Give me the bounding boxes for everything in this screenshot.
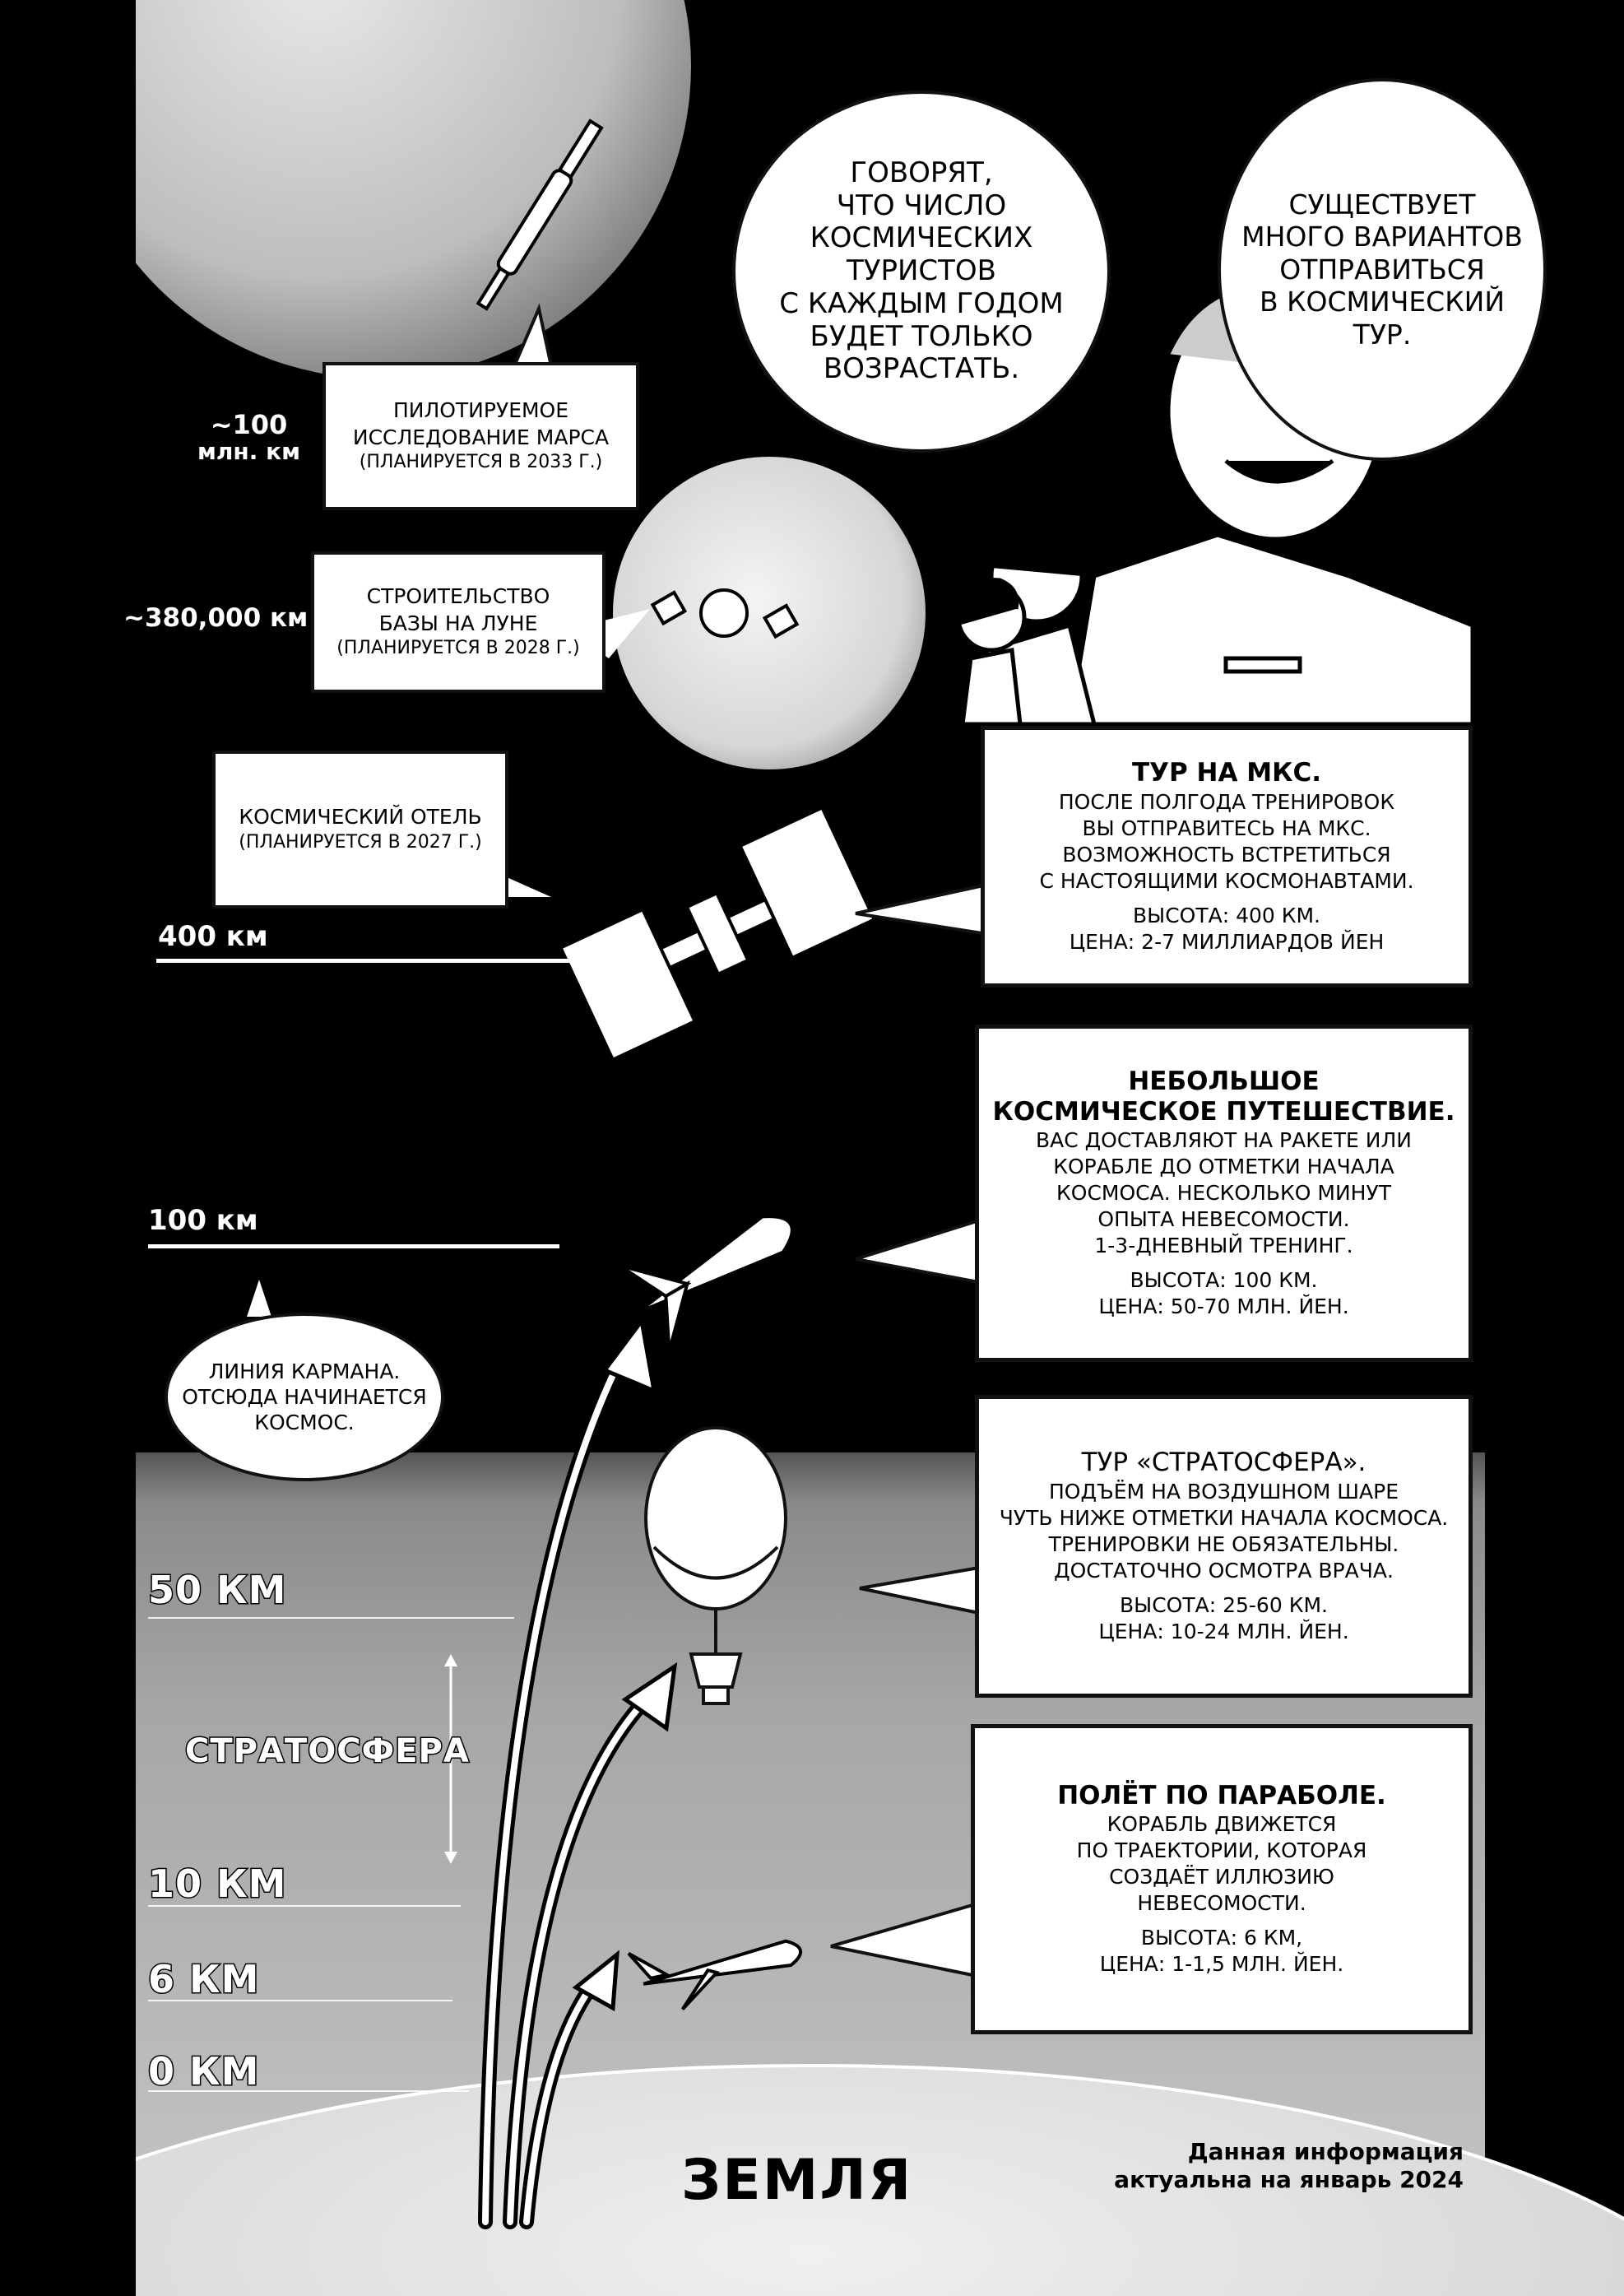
note-mars <box>322 362 639 510</box>
speech-line: КОСМИЧЕСКИХ <box>810 221 1033 255</box>
speech-line: ГОВОРЯТ, <box>850 156 993 189</box>
tour-desc-line: ТРЕНИРОВКИ НЕ ОБЯЗАТЕЛЬНЫ. <box>1048 1531 1399 1556</box>
tour-suborbital-box <box>975 1025 1473 1362</box>
tour-stat-line: ЦЕНА: 10-24 МЛН. ЙЕН. <box>1098 1619 1349 1643</box>
altitude-iss: 400 км <box>158 920 268 953</box>
tour-stat-line: ВЫСОТА: 25-60 КМ. <box>1120 1592 1328 1617</box>
tour-desc-line: ВЫ ОТПРАВИТЕСЬ НА МКС. <box>1082 816 1371 840</box>
mars-planet <box>66 0 691 379</box>
tour-desc-line: ПОДЪЁМ НА ВОЗДУШНОМ ШАРЕ <box>1048 1479 1399 1504</box>
tour-stat-line: ЦЕНА: 50-70 МЛН. ЙЕН. <box>1098 1294 1349 1319</box>
altitude-10km: 10 КМ <box>148 1861 287 1906</box>
altitude-50km: 50 КМ <box>148 1568 287 1612</box>
altitude-karman: 100 км <box>148 1204 258 1237</box>
tour-desc-line: ПОСЛЕ ПОЛГОДА ТРЕНИРОВОК <box>1058 789 1395 814</box>
footnote-line: актуальна на январь 2024 <box>1114 2165 1464 2193</box>
speech-bubble-right <box>1218 78 1547 461</box>
speech-line: С КАЖДЫМ ГОДОМ <box>779 286 1064 320</box>
tour-desc-line: С НАСТОЯЩИМИ КОСМОНАВТАМИ. <box>1039 868 1414 893</box>
note-mars-line: (ПЛАНИРУЕТСЯ В 2033 Г.) <box>359 452 603 473</box>
altitude-moon: ~380,000 км <box>123 603 309 633</box>
speech-line: МНОГО ВАРИАНТОВ <box>1241 221 1523 253</box>
speech-bubble-left <box>732 91 1111 453</box>
note-karman-line <box>165 1313 444 1481</box>
note-moon-line: СТРОИТЕЛЬСТВО <box>366 584 550 609</box>
km50-line <box>148 1617 514 1619</box>
tour-title: НЕБОЛЬШОЕ <box>1128 1066 1320 1096</box>
note-mars-line: ИССЛЕДОВАНИЕ МАРСА <box>352 425 610 449</box>
tour-desc-line: ПО ТРАЕКТОРИИ, КОТОРАЯ <box>1076 1838 1367 1863</box>
stratosphere-label: СТРАТОСФЕРА <box>185 1732 470 1770</box>
altitude-mars-unit: млн. км <box>197 437 301 465</box>
iss-station-icon <box>554 807 881 1059</box>
note-moon <box>311 551 606 693</box>
tour-title: КОСМИЧЕСКОЕ ПУТЕШЕСТВИЕ. <box>992 1097 1455 1127</box>
speech-line: В КОСМИЧЕСКИЙ <box>1259 286 1506 318</box>
tour-desc-line: 1-3-ДНЕВНЫЙ ТРЕНИНГ. <box>1094 1234 1353 1258</box>
note-hotel-line: КОСМИЧЕСКИЙ ОТЕЛЬ <box>239 805 482 830</box>
tour-desc-line: КОРАБЛЕ ДО ОТМЕТКИ НАЧАЛА <box>1053 1155 1394 1179</box>
note-moon-line: БАЗЫ НА ЛУНЕ <box>378 611 538 635</box>
speech-line: ОТПРАВИТЬСЯ <box>1279 253 1485 286</box>
altitude-0km: 0 КМ <box>148 2049 260 2094</box>
footnote <box>1114 2138 1464 2193</box>
tour-title: ТУР «СТРАТОСФЕРА». <box>1081 1448 1366 1478</box>
speech-line: БУДЕТ ТОЛЬКО <box>810 319 1033 353</box>
tour-stat-line: ВЫСОТА: 400 КМ. <box>1132 903 1320 927</box>
speech-line: ВОЗРАСТАТЬ. <box>823 352 1020 386</box>
tour-desc-line: КОСМОСА. НЕСКОЛЬКО МИНУТ <box>1056 1181 1391 1206</box>
speech-line: ТУРИСТОВ <box>846 254 997 288</box>
note-karman-text: ЛИНИЯ КАРМАНА. <box>208 1359 401 1383</box>
note-mars-line: ПИЛОТИРУЕМОЕ <box>392 398 569 423</box>
speech-line: СУЩЕСТВУЕТ <box>1288 188 1476 221</box>
tour-desc-line: НЕВЕСОМОСТИ. <box>1137 1891 1306 1916</box>
karman-line <box>148 1244 559 1248</box>
tour-desc-line: ВАС ДОСТАВЛЯЮТ НА РАКЕТЕ ИЛИ <box>1035 1128 1412 1153</box>
tour-desc-line: СОЗДАЁТ ИЛЛЮЗИЮ <box>1109 1865 1334 1889</box>
earth-label: ЗЕМЛЯ <box>681 2148 913 2213</box>
tour-stat-line: ЦЕНА: 2-7 МИЛЛИАРДОВ ЙЕН <box>1069 929 1385 954</box>
tour-desc-line: ЧУТЬ НИЖЕ ОТМЕТКИ НАЧАЛА КОСМОСА. <box>999 1505 1449 1530</box>
footnote-line: Данная информация <box>1187 2138 1464 2165</box>
note-moon-line: (ПЛАНИРУЕТСЯ В 2028 Г.) <box>336 638 580 659</box>
tour-title: ПОЛЁТ ПО ПАРАБОЛЕ. <box>1057 1780 1386 1810</box>
tour-stat-line: ВЫСОТА: 100 КМ. <box>1130 1268 1318 1293</box>
note-hotel-line: (ПЛАНИРУЕТСЯ В 2027 Г.) <box>239 831 482 853</box>
tour-desc-line: ОПЫТА НЕВЕСОМОСТИ. <box>1097 1207 1350 1232</box>
tour-stat-line: ЦЕНА: 1-1,5 МЛН. ЙЕН. <box>1099 1952 1344 1977</box>
speech-line: ТУР. <box>1353 318 1412 351</box>
note-space-hotel <box>212 751 508 909</box>
iss-altitude-line <box>156 959 580 963</box>
note-karman-text: ОТСЮДА НАЧИНАЕТСЯ <box>182 1384 427 1409</box>
tour-desc-line: КОРАБЛЬ ДВИЖЕТСЯ <box>1107 1812 1337 1837</box>
note-karman-text: КОСМОС. <box>254 1411 355 1435</box>
altitude-mars-value: ~100 <box>210 409 288 440</box>
altitude-6km: 6 КМ <box>148 1957 260 2001</box>
altitude-mars <box>197 411 300 463</box>
tour-parabolic-box <box>971 1724 1473 2034</box>
tour-desc-line: ДОСТАТОЧНО ОСМОТРА ВРАЧА. <box>1054 1558 1394 1583</box>
tour-iss-box <box>981 726 1473 988</box>
tour-title: ТУР НА МКС. <box>1131 758 1321 788</box>
tour-stat-line: ВЫСОТА: 6 КМ, <box>1140 1926 1303 1950</box>
speech-line: ЧТО ЧИСЛО <box>836 188 1007 222</box>
tour-stratosphere-box <box>975 1395 1473 1698</box>
tour-desc-line: ВОЗМОЖНОСТЬ ВСТРЕТИТЬСЯ <box>1062 842 1391 867</box>
